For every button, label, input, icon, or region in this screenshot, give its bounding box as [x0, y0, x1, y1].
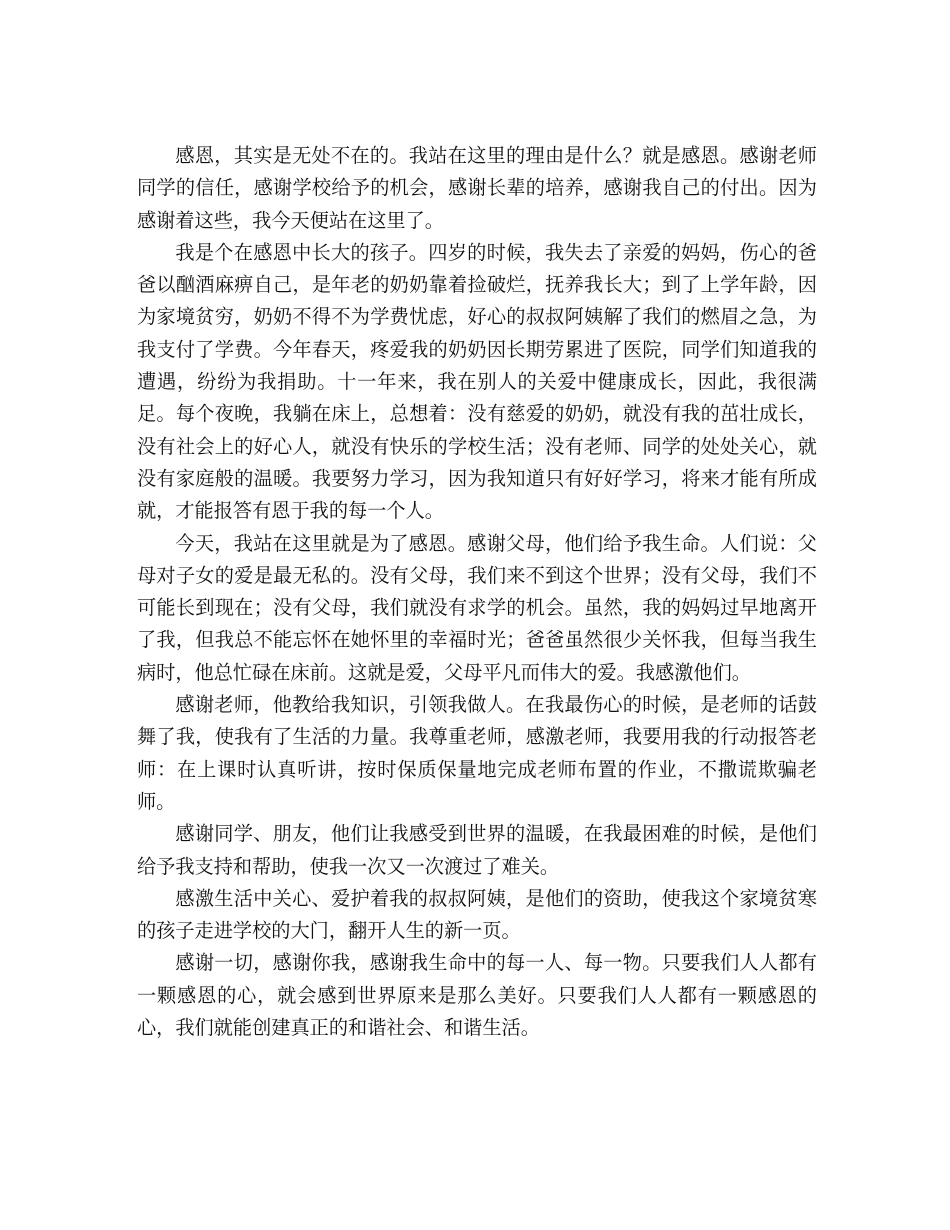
paragraph-1: 感恩，其实是无处不在的。我站在这里的理由是什么？就是感恩。感谢老师同学的信任，感谢学校给予的机会，感谢长辈的培养，感谢我自己的付出。因为感谢着这些，我今天便站在这里了。: [137, 144, 817, 232]
paragraph-2: 我是个在感恩中长大的孩子。四岁的时候，我失去了亲爱的妈妈，伤心的爸爸以酗酒麻痹自己，是年老的奶奶靠着捡破烂，抚养我长大；到了上学年龄，因为家境贫穷，奶奶不得不为学费忧虑，好心的叔叔阿姨解了我们的燃眉之急，为我支付了学费。今年春天，疼爱我的奶奶因长期劳累进了医院，同学们知道我的遭遇，纷纷为我捐助。十一年来，我在别人的关爱中健康成长，因此，我很满足。每个夜晚，我躺在床上，总想着：没有慈爱的奶奶，就没有我的茁壮成长，没有社会上的好心人，就没有快乐的学校生活；没有老师、同学的处处关心，就没有家庭般的温暖。我要努力学习，因为我知道只有好好学习，将来才能有所成就，才能报答有恩于我的每一个人。: [137, 240, 817, 523]
paragraph-5: 感谢同学、朋友，他们让我感受到世界的温暖，在我最困难的时候，是他们给予我支持和帮助，使我一次又一次渡过了难关。: [137, 822, 817, 878]
paragraph-3: 今天，我站在这里就是为了感恩。感谢父母，他们给予我生命。人们说：父母对子女的爱是最无私的。没有父母，我们来不到这个世界；没有父母，我们不可能长到现在；没有父母，我们就没有求学的机会。虽然，我的妈妈过早地离开了我，但我总不能忘怀在她怀里的幸福时光；爸爸虽然很少关怀我，但每当我生病时，他总忙碌在床前。这就是爱，父母平凡而伟大的爱。我感激他们。: [137, 531, 817, 684]
paragraph-4: 感谢老师，他教给我知识，引领我做人。在我最伤心的时候，是老师的话鼓舞了我，使我有了生活的力量。我尊重老师，感激老师，我要用我的行动报答老师：在上课时认真听讲，按时保质保量地完成老师布置的作业，不撒谎欺骗老师。: [137, 693, 817, 813]
document-body: [137, 140, 817, 1044]
paragraph-7: 感谢一切，感谢你我，感谢我生命中的每一人、每一物。只要我们人人都有一颗感恩的心，就会感到世界原来是那么美好。只要我们人人都有一颗感恩的心，我们就能创建真正的和谐社会、和谐生活。: [137, 951, 817, 1040]
paragraph-6: 感激生活中关心、爱护着我的叔叔阿姨，是他们的资助，使我这个家境贫寒的孩子走进学校的大门，翻开人生的新一页。: [137, 886, 817, 943]
